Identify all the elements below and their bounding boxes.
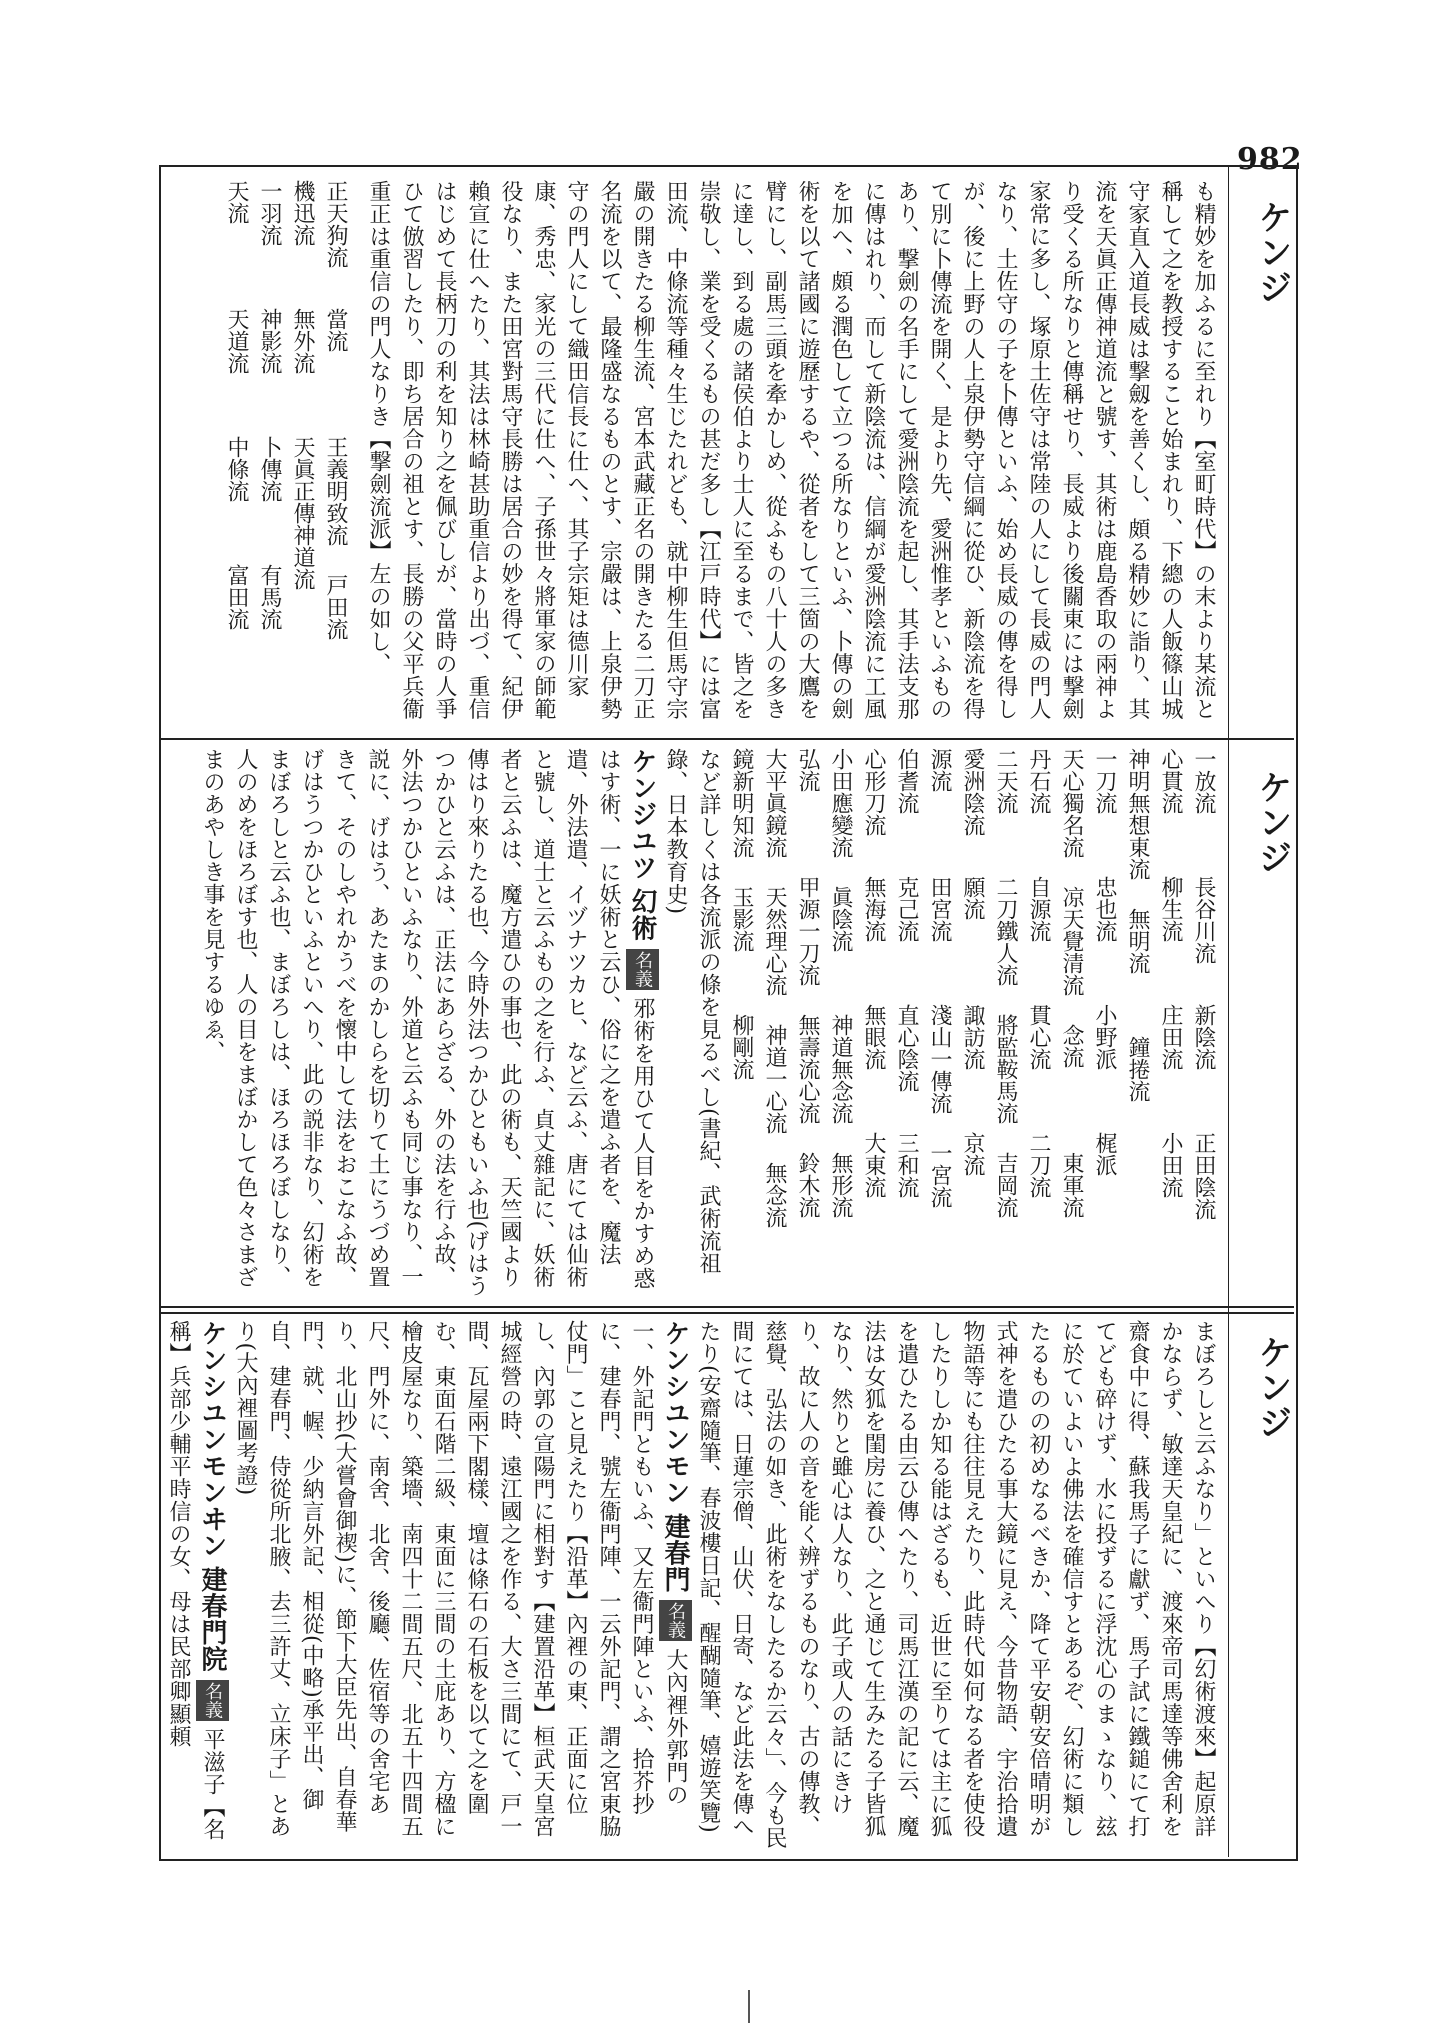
entry-kanji: 建春門 — [660, 1513, 690, 1593]
running-head-2: ケンジ — [1252, 770, 1292, 875]
entry-body: 平滋子【名稱】兵部少輔平時信の女、母は民部卿顯頼 — [166, 1320, 225, 1841]
entry-tag: 名義 — [196, 1680, 229, 1721]
entry-body: 大內裡外郭門の一、外記門ともいふ、又左衞門陣といふ、拾芥抄に、建春門、號左衞門陣、一云外記門、謂之宮東脇仗門」こと見えたり【沿革】內裡の東、正面に位し、內郭の宣陽門に相對す【建置沿革】桓武天皇宮城經營の時、遠江國之を作る、大さ三間にて、戸一間、瓦屋兩下閣樣、壇は條石の石板を以て之を圍む、東面石階二級、東面に三間の土庇あり、方楹に檜皮屋なり、築墻、南四十二間五尺、北五十四間五尺、門外に、南舍、北舍、後廳、佐宿等の舍宅あり、北山抄(大嘗會御禊)に、節下大臣先出、自春華門、就、幄、少納言外記、相從(中略)承平出、御自、建春門、侍從所北腋、去三許丈、立床子」とあり(大內裡圖考證) — [233, 1320, 688, 1838]
school-row: 一刀流忠也流小野派梶派 — [1092, 748, 1117, 1176]
section-2-school-list — [725, 748, 1220, 1298]
school-list-note: など詳しくは各流派の條を見るべし(書紀、武術流祖錄、日本教育史) — [663, 748, 721, 1275]
school-row: 伯耆流克己流直心陰流三和流 — [894, 748, 919, 1198]
section-1 — [170, 180, 1220, 728]
school-row: 源流田宮流淺山一傳流一宮流 — [927, 748, 952, 1208]
section-1-school-list — [220, 180, 352, 728]
school-row: 弘流甲源一刀流無壽流心流鈴木流 — [795, 748, 820, 1218]
entry-kenshunmon — [229, 1320, 692, 1850]
entry-title: ケンシユンモン — [660, 1320, 690, 1506]
section-divider-2 — [159, 1306, 1294, 1308]
school-row: 天流天道流中條流富田流 — [224, 180, 249, 630]
school-row: 機迅流無外流天眞正傳神道流 — [290, 180, 315, 590]
running-head-1: ケンジ — [1252, 200, 1292, 305]
school-row: 小田應變流眞陰流神道無念流無形流 — [828, 748, 853, 1218]
entry-genjutsu — [196, 748, 659, 1298]
running-head-3: ケンジ — [1252, 1335, 1292, 1440]
entry-kanji: 幻術 — [627, 888, 657, 941]
entry-kanji: 建春門院 — [197, 1566, 227, 1672]
school-row: 大平眞鏡流天然理心流神道一心流無念流 — [762, 748, 787, 1228]
school-row: 神明無想東流無明流鐘捲流 — [1125, 748, 1150, 1102]
entry-title: ケンシユンモンヰン — [197, 1320, 227, 1559]
entry-title: ケンジユツ — [627, 748, 657, 881]
entry-body: 邪術を用ひて人目をかすめ惑はす術、一に妖術と云ひ、俗に之を遣ふ者を、魔法遣、外法遣、イヅナツカヒ、など云ふ、唐にては仙術と號し、道士と云ふもの之を行ふ、貞丈雜記に、妖術者と云ふは、魔方遣ひの事也、此の術も、天竺國より傳はり來りたる也、今時外法つかひともいふ也(げはうつかひと云ふは、正法にあらざる、外の法を行ふ故、外法つかひといふなり、外道と云ふも同じ事なり、一説に、げはう、あたまのかしらを切りて土にうづめ置きて、そのしやれかうべを懷中して法をおこなふ故、げはうつかひといふといへり、此の説非なり、幻術をまぼろしと云ふ也、まぼろしは、ほろほろぼしなり、人のめをほろぼす也、人の目をまぼかして色々さまざまのあやしき事を見するゆゑ、 — [200, 748, 655, 1298]
header-rule — [1228, 165, 1229, 1857]
section-divider-3 — [159, 1312, 1294, 1314]
school-row: 愛洲陰流願流諏訪流京流 — [960, 748, 985, 1176]
school-row: 正天狗流當流王義明致流戸田流 — [323, 180, 348, 640]
binding-mark — [748, 1990, 750, 2023]
school-row: 一羽流神影流卜傳流有馬流 — [257, 180, 282, 630]
section-divider-1 — [159, 738, 1294, 740]
section-3 — [166, 1320, 1220, 1850]
school-row: 心貫流柳生流庄田流小田流 — [1158, 748, 1183, 1198]
section-2 — [170, 748, 1220, 1298]
school-row: 一放流長谷川流新陰流正田陰流 — [1191, 748, 1216, 1220]
page-number: 982 — [1237, 142, 1303, 177]
school-row: 二天流二刀鐵人流將監鞍馬流吉岡流 — [993, 748, 1018, 1218]
school-row: 心形刀流無海流無眼流大東流 — [861, 748, 886, 1198]
section-3-body: まぼろしと云ふなり」といへり【幻術渡來】起原詳かならず、敏達天皇紀に、渡來帝司馬達等佛舍利を齋食中に得、蘇我馬子に獻ず、馬子試に鐵鎚にて打てども碎けず、水に投ずるに浮沈心のまゝなり、玆に於ていよいよ佛法を確信すとあるぞ、幻術に類したるものの初めなるべきか、降て平安朝安倍晴明が式神を遣ひたる事大鏡に見え、今昔物語、宇治拾遺物語等にも往往見えたり、此時代如何なる者を使役したりしか知る能はざるも、近世に至りては主に狐を遣ひたる由云ひ傳へたり、司馬江漢の記に云、魔法は女狐を閨房に養ひ、之と通じて生みたる子皆狐なり、然りと雖心は人なり、此子或人の話にきけり、故に人の音を能く辨ずるものなり、古の傳教、慈覺、弘法の如き、此術をなしたるか云々」、今も民間にては、日蓮宗僧、山伏、日寄、など此法を傳へたり(安齋隨筆、春波樓日記、醒醐隨筆、嬉遊笑覽) — [696, 1320, 1216, 1849]
school-row: 丹石流自源流貫心流二刀流 — [1026, 748, 1051, 1198]
entry-tag: 名義 — [626, 949, 659, 990]
entry-kenshunmonin — [162, 1320, 229, 1850]
school-row: 天心獨名流凉天覺清流念流東軍流 — [1059, 748, 1084, 1218]
school-row: 鏡新明知流玉影流柳剛流 — [729, 748, 754, 1080]
entry-tag: 名義 — [659, 1600, 692, 1641]
section-1-paragraph: も精妙を加ふるに至れり【室町時代】の末より某流と稱して之を教授すること始まれり、下總の人飯篠山城守家直入道長威は撃劔を善くし、頗る精妙に詣り、其流を天眞正傳神道流と號す、其術は鹿島香取の兩神より受くる所なりと傳稱せり、長威より後關東には撃劍家常に多し、塚原土佐守は常陸の人にして長威の門人なり、土佐守の子を卜傳といふ、始め長威の傳を得しが、後に上野の人上泉伊勢守信綱に從ひ、新陰流を得て別に卜傳流を開く、是より先、愛洲惟孝といふものあり、撃劍の名手にして愛洲陰流を起し、其手法支那に傳はれり、而して新陰流は、信綱が愛洲陰流に工風を加へ、頗る潤色して立つる所なりといふ、卜傳の劍術を以て諸國に遊歷するや、從者をして三箇の大鷹を臂にし、副馬三頭を牽かしめ、從ふもの八十人の多きに達し、到る處の諸侯伯より士人に至るまで、皆之を崇敬し、業を受くるもの甚だ多し【江戸時代】には富田流、中條流等種々生じたれども、就中柳生但馬守宗嚴の開きたる柳生流、宮本武藏正名の開きたる二刀正名流を以て、最隆盛なるものとす、宗嚴は、上泉伊勢守の門人にして織田信長に仕へ、其子宗矩は德川家康、秀忠、家光の三代に仕へ、子孫世々將軍家の師範役なり、また田宮對馬守長勝は居合の妙を得て、紀伊賴宣に仕へたり、其法は林崎甚助重信より出づ、重信はじめて長柄刀の利を知り之を佩びしが、當時の人爭ひて倣習したり、即ち居合の祖とす、長勝の父平兵衞重正は重信の門人なりき【撃劍流派】左の如し、 — [366, 180, 1216, 720]
